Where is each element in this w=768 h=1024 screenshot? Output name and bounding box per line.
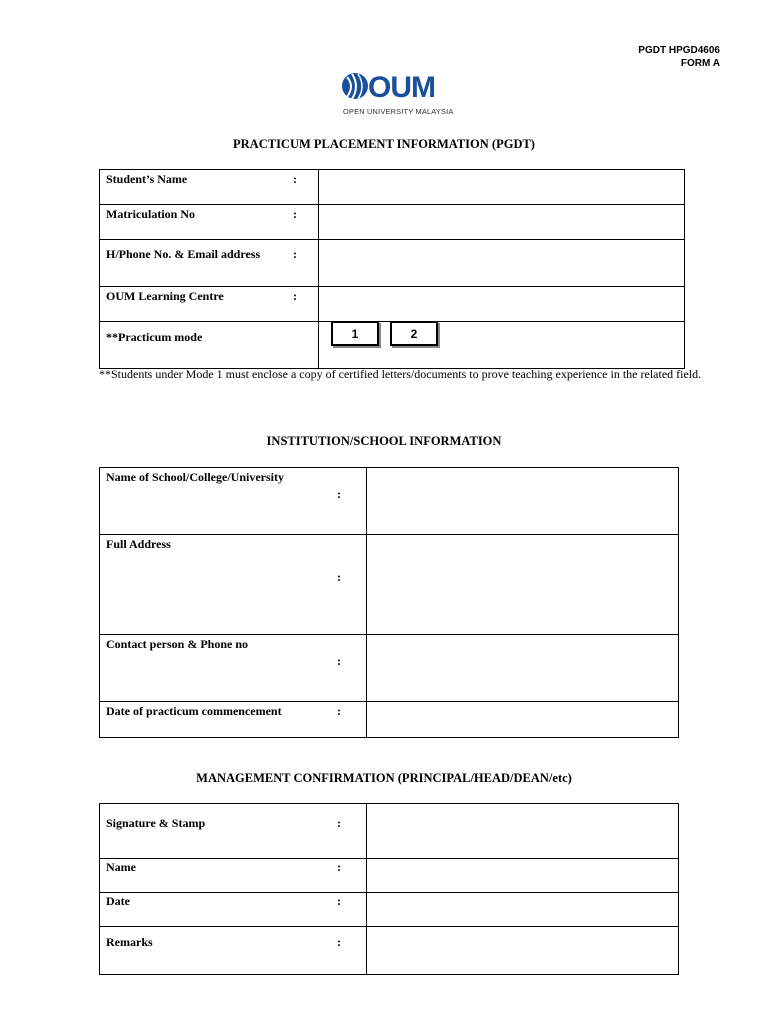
field-label: H/Phone No. & Email address xyxy=(106,247,261,261)
form-reference xyxy=(638,44,720,70)
field-label: Remarks xyxy=(106,935,153,949)
field-label: Student’s Name xyxy=(106,172,188,186)
oum-logo xyxy=(341,69,454,119)
table-row xyxy=(100,635,679,702)
field-label: **Practicum mode xyxy=(106,330,203,344)
colon: : xyxy=(293,172,297,186)
table-row xyxy=(100,893,679,927)
field-label: Name xyxy=(106,860,136,874)
table-row xyxy=(100,240,685,287)
colon: : xyxy=(337,704,341,718)
signature-stamp-input[interactable] xyxy=(366,804,678,859)
colon: : xyxy=(337,570,341,584)
table-row xyxy=(100,804,679,859)
mode-note: **Students under Mode 1 must enclose a copy of certified letters/documents to prove teaching experience in the related field. xyxy=(99,367,702,381)
institution-table xyxy=(99,467,679,738)
field-label: Contact person & Phone no xyxy=(106,637,249,651)
table-row xyxy=(100,535,679,635)
table-row xyxy=(100,170,685,205)
mode-1-checkbox[interactable]: 1 xyxy=(331,321,379,346)
field-label: Signature & Stamp xyxy=(106,816,206,830)
learning-centre-input[interactable] xyxy=(318,287,684,322)
contact-person-input[interactable] xyxy=(366,635,678,702)
field-label: Name of School/College/University xyxy=(106,470,284,484)
table-row xyxy=(100,927,679,975)
mode-2-checkbox[interactable]: 2 xyxy=(390,321,438,346)
matriculation-input[interactable] xyxy=(318,205,684,240)
remarks-input[interactable] xyxy=(366,927,678,975)
logo-subtitle: OPEN UNIVERSITY MALAYSIA xyxy=(343,107,454,116)
student-name-input[interactable] xyxy=(318,170,684,205)
section-practicum-title: PRACTICUM PLACEMENT INFORMATION (PGDT) xyxy=(233,137,535,151)
section-management-title: MANAGEMENT CONFIRMATION (PRINCIPAL/HEAD/DEAN/etc) xyxy=(196,771,572,785)
table-row xyxy=(100,287,685,322)
logo-wordmark: OUM xyxy=(368,71,435,104)
management-date-input[interactable] xyxy=(366,893,678,927)
management-table xyxy=(99,803,679,975)
logo-globe-icon xyxy=(341,69,371,105)
management-name-input[interactable] xyxy=(366,859,678,893)
colon: : xyxy=(337,935,341,949)
colon: : xyxy=(337,487,341,501)
colon: : xyxy=(337,816,341,830)
colon: : xyxy=(337,860,341,874)
table-row xyxy=(100,468,679,535)
colon: : xyxy=(337,894,341,908)
table-row xyxy=(100,859,679,893)
commencement-date-input[interactable] xyxy=(366,702,678,738)
field-label: Date xyxy=(106,894,130,908)
colon: : xyxy=(293,289,297,303)
table-row xyxy=(100,702,679,738)
phone-email-input[interactable] xyxy=(318,240,684,287)
section-institution-title: INSTITUTION/SCHOOL INFORMATION xyxy=(266,434,502,448)
field-label: Date of practicum commencement xyxy=(106,704,282,718)
colon: : xyxy=(293,207,297,221)
form-code: PGDT HPGD4606 xyxy=(638,45,720,56)
table-row xyxy=(100,205,685,240)
colon: : xyxy=(337,654,341,668)
form-label: FORM A xyxy=(680,58,720,69)
field-label: Matriculation No xyxy=(106,207,195,221)
school-name-input[interactable] xyxy=(366,468,678,535)
field-label: OUM Learning Centre xyxy=(106,289,224,303)
colon: : xyxy=(293,247,297,261)
full-address-input[interactable] xyxy=(366,535,678,635)
field-label: Full Address xyxy=(106,537,171,551)
